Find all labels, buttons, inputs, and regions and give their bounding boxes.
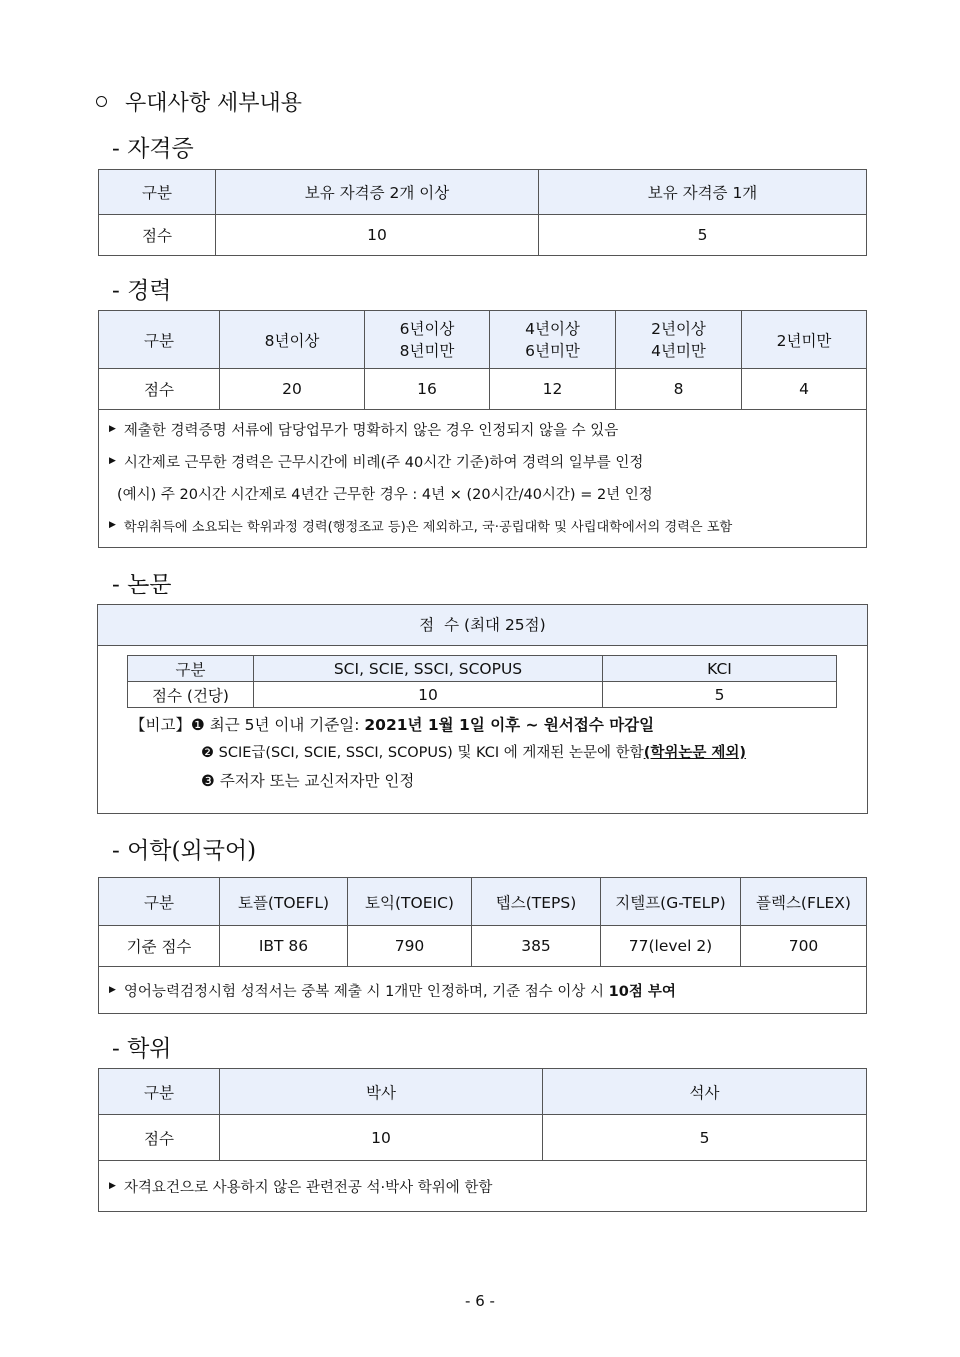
table-cell: 점수 (건당) — [128, 682, 254, 708]
table-cell: 5 — [543, 1115, 867, 1161]
table-header-cell: 6년이상 8년미만 — [365, 311, 490, 369]
section-title — [96, 86, 302, 117]
table-cell: 기준 점수 — [99, 926, 220, 967]
table-cell: 점수 — [99, 369, 220, 410]
paper-heading: - 논문 — [112, 572, 172, 598]
table-header-cell: 구분 — [99, 878, 220, 926]
remark-text: SCIE급(SCI, SCIE, SSCI, SCOPUS) 및 KCI 에 게재된 논문에 한함 — [214, 745, 644, 761]
paper-score-title: 점 수 (최대 25점) — [98, 605, 867, 646]
table-cell: 10 — [216, 215, 539, 256]
remark-label: 【비고】 — [130, 716, 191, 734]
table-header-cell: 2년이상 4년미만 — [616, 311, 742, 369]
table-header-cell: 구분 — [99, 311, 220, 369]
table-header-cell: 박사 — [220, 1069, 543, 1115]
note-text: (예시) 주 20시간 시간제로 4년간 근무한 경우 : 4년 × (20시간/40시간) = 2년 인정 — [117, 486, 653, 503]
table-header-cell: 2년미만 — [742, 311, 867, 369]
table-header-cell: 토익(TOEIC) — [348, 878, 472, 926]
remark-number: ❷ — [201, 745, 214, 761]
table-cell: IBT 86 — [220, 926, 348, 967]
note-line — [109, 415, 866, 447]
table-header-cell: 4년이상 6년미만 — [490, 311, 616, 369]
note-text: 자격요건으로 사용하지 않은 관련전공 석·박사 학위에 한함 — [123, 1179, 493, 1196]
career-heading: - 경력 — [112, 278, 172, 304]
degree-table — [98, 1068, 867, 1212]
table-cell: 77(level 2) — [601, 926, 741, 967]
remark-underlined-text: (학위논문 제외) — [643, 745, 747, 761]
table-cell: 790 — [348, 926, 472, 967]
note-text: 학위취득에 소요되는 학위과정 경력(행정조교 등)은 제외하고, 국·공립대학 및 사립대학에서의 경력은 포함 — [123, 519, 733, 535]
certificate-table — [98, 169, 867, 256]
table-header-cell: 보유 자격증 1개 — [539, 170, 867, 215]
remark-text: 주저자 또는 교신저자만 인정 — [214, 772, 415, 790]
remark-number: ❸ — [201, 772, 215, 790]
triangle-right-icon: ▶ — [109, 455, 116, 466]
table-header-cell: 텝스(TEPS) — [472, 878, 601, 926]
table-cell: 10 — [254, 682, 603, 708]
paper-remark-2 — [201, 741, 746, 762]
table-cell: 4 — [742, 369, 867, 410]
table-header-cell: 토플(TOEFL) — [220, 878, 348, 926]
table-cell: 385 — [472, 926, 601, 967]
note-line — [109, 447, 866, 479]
table-cell: 점수 — [99, 215, 216, 256]
table-cell: 10 — [220, 1115, 543, 1161]
paper-remark-1 — [130, 713, 654, 735]
page-number: - 6 - — [465, 1292, 495, 1310]
degree-heading: - 학위 — [112, 1036, 172, 1062]
table-header-cell: KCI — [603, 656, 837, 682]
table-header-cell: 8년이상 — [220, 311, 365, 369]
note-text: 시간제로 근무한 경력은 근무시간에 비례(주 40시간 기준)하여 경력의 일부를 인정 — [123, 454, 644, 471]
paper-remark-3 — [201, 769, 414, 791]
table-header-cell: 보유 자격증 2개 이상 — [216, 170, 539, 215]
note-text: 영어능력검정시험 성적서는 중복 제출 시 1개만 인정하며, 기준 점수 이상 시 — [123, 983, 609, 1000]
table-header-cell: SCI, SCIE, SSCI, SCOPUS — [254, 656, 603, 682]
language-heading: - 어학(외국어) — [112, 838, 257, 864]
paper-table — [127, 655, 837, 708]
section-title-text: 우대사항 세부내용 — [125, 91, 303, 116]
career-notes — [99, 410, 867, 548]
paper-box — [97, 604, 868, 814]
certificate-heading: - 자격증 — [112, 136, 194, 162]
table-cell: 8 — [616, 369, 742, 410]
note-line — [109, 479, 866, 511]
table-header-cell: 플렉스(FLEX) — [741, 878, 867, 926]
table-cell: 20 — [220, 369, 365, 410]
table-cell: 5 — [539, 215, 867, 256]
table-header-cell: 지텔프(G-TELP) — [601, 878, 741, 926]
triangle-right-icon: ▶ — [109, 519, 116, 530]
table-cell: 5 — [603, 682, 837, 708]
note-bold-text: 10점 부여 — [608, 983, 676, 1000]
triangle-right-icon: ▶ — [109, 423, 116, 434]
remark-number: ❶ — [190, 716, 205, 734]
table-cell: 12 — [490, 369, 616, 410]
career-table — [98, 310, 867, 548]
hollow-circle-icon — [96, 96, 107, 107]
note-text: 제출한 경력증명 서류에 담당업무가 명확하지 않은 경우 인정되지 않을 수 있음 — [123, 422, 619, 439]
triangle-right-icon: ▶ — [109, 984, 116, 995]
table-header-cell: 석사 — [543, 1069, 867, 1115]
triangle-right-icon: ▶ — [109, 1180, 116, 1191]
degree-note — [99, 1161, 867, 1212]
table-cell: 700 — [741, 926, 867, 967]
table-header-cell: 구분 — [99, 1069, 220, 1115]
remark-bold-text: 2021년 1월 1일 이후 ~ 원서접수 마감일 — [364, 716, 655, 734]
language-table — [98, 877, 867, 1014]
table-cell: 16 — [365, 369, 490, 410]
table-header-cell: 구분 — [99, 170, 216, 215]
table-header-cell: 구분 — [128, 656, 254, 682]
table-cell: 점수 — [99, 1115, 220, 1161]
language-note — [99, 967, 867, 1014]
remark-text: 최근 5년 이내 기준일: — [204, 716, 365, 734]
note-line — [109, 511, 866, 543]
